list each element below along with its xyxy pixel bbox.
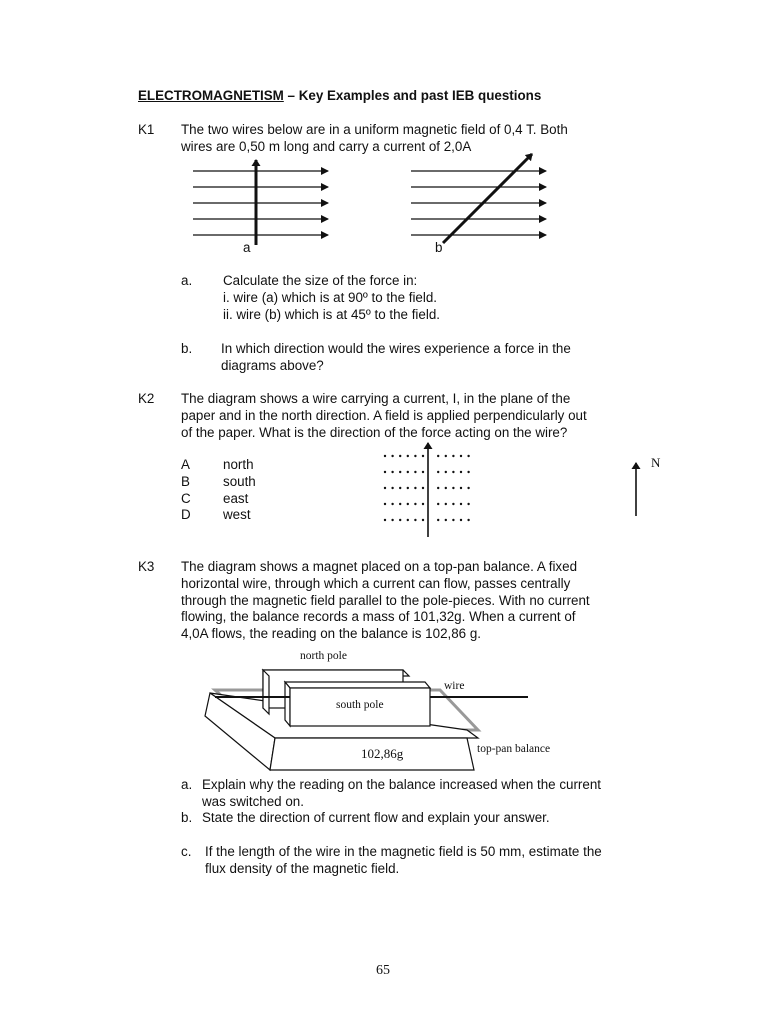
field-dot xyxy=(391,519,393,521)
k2-option: C east xyxy=(181,490,249,506)
k3-stem xyxy=(181,559,590,643)
k1-part-b xyxy=(221,341,571,375)
wire-label: wire xyxy=(444,680,465,692)
field-dot xyxy=(399,503,401,505)
field-dot xyxy=(407,455,409,457)
question-number-k3: K3 xyxy=(138,559,155,574)
field-dot xyxy=(414,487,416,489)
k1-stem-line1: The two wires below are in a uniform magnetic field of 0,4 T. Both xyxy=(181,122,568,137)
k1-part-a-letter: a. xyxy=(181,273,193,288)
k3-part-c-letter: c. xyxy=(181,844,192,859)
k2-field-dots xyxy=(384,455,470,521)
field-dot xyxy=(422,519,424,521)
k2-option: D west xyxy=(181,507,251,523)
field-dot xyxy=(460,471,462,473)
k3-stem-line2: horizontal wire, through which a current can flow, passes centrally xyxy=(181,575,571,591)
title-underlined: ELECTROMAGNETISM xyxy=(138,88,284,103)
compass-north-label: N xyxy=(651,455,661,470)
south-pole-side xyxy=(285,682,290,726)
field-dot xyxy=(414,471,416,473)
field-dot xyxy=(414,503,416,505)
k2-stem-line2: paper and in the north direction. A field is applied perpendicularly out xyxy=(181,407,587,423)
k3-part-a-letter: a. xyxy=(181,777,193,792)
field-dot xyxy=(445,503,447,505)
k3-part-a xyxy=(202,777,601,811)
k1-part-a-ii: ii. wire (b) which is at 45º to the field. xyxy=(223,306,440,322)
field-dot xyxy=(460,455,462,457)
k3-part-a-line2: was switched on. xyxy=(202,793,304,809)
field-dot xyxy=(399,487,401,489)
k3-part-b-line1: State the direction of current flow and explain your answer. xyxy=(202,810,550,825)
k3-part-c xyxy=(205,844,602,878)
title-rest: – Key Examples and past IEB questions xyxy=(283,88,542,103)
field-dot xyxy=(407,519,409,521)
balance-label: top-pan balance xyxy=(477,743,551,755)
field-dot xyxy=(414,519,416,521)
k1-label-a: a xyxy=(243,240,251,255)
south-pole-label: south pole xyxy=(336,699,384,711)
k1-part-a-i: i. wire (a) which is at 90º to the field. xyxy=(223,289,438,305)
k2-stem-line3: of the paper. What is the direction of the force acting on the wire? xyxy=(181,424,568,440)
k3-part-b-letter: b. xyxy=(181,810,193,825)
field-dot xyxy=(391,487,393,489)
field-dot xyxy=(445,455,447,457)
field-dot xyxy=(467,455,469,457)
k2-option: B south xyxy=(181,473,256,489)
field-dot xyxy=(437,519,439,521)
page-number: 65 xyxy=(376,963,390,978)
field-dot xyxy=(407,471,409,473)
field-dot xyxy=(422,503,424,505)
k1a-field-lines xyxy=(193,171,328,235)
south-pole-top xyxy=(285,682,430,688)
field-dot xyxy=(467,503,469,505)
k3-part-c-line2: flux density of the magnetic field. xyxy=(205,860,400,876)
field-dot xyxy=(460,519,462,521)
k3-stem-line4: flowing, the balance records a mass of 101,32g. When a current of xyxy=(181,609,576,625)
k3-part-c-line1: If the length of the wire in the magnetic field is 50 mm, estimate the xyxy=(205,844,602,859)
field-dot xyxy=(445,471,447,473)
k3-stem-line1: The diagram shows a magnet placed on a top-pan balance. A fixed xyxy=(181,559,578,574)
field-dot xyxy=(460,487,462,489)
field-dot xyxy=(452,471,454,473)
field-dot xyxy=(452,519,454,521)
k2-options xyxy=(181,457,256,524)
field-dot xyxy=(445,519,447,521)
k3-part-a-line1: Explain why the reading on the balance increased when the current xyxy=(202,777,601,792)
field-dot xyxy=(391,503,393,505)
field-dot xyxy=(399,471,401,473)
field-dot xyxy=(422,487,424,489)
k1-part-a-text: Calculate the size of the force in: xyxy=(223,273,418,288)
k2-stem xyxy=(181,391,587,441)
north-pole-label: north pole xyxy=(300,650,347,662)
k1-part-a xyxy=(223,273,440,323)
field-dot xyxy=(452,455,454,457)
field-dot xyxy=(391,471,393,473)
k2-stem-line1: The diagram shows a wire carrying a current, I, in the plane of the xyxy=(181,391,571,406)
field-dot xyxy=(407,503,409,505)
field-dot xyxy=(407,487,409,489)
field-dot xyxy=(467,487,469,489)
field-dot xyxy=(414,455,416,457)
field-dot xyxy=(384,487,386,489)
field-dot xyxy=(384,471,386,473)
field-dot xyxy=(437,487,439,489)
field-dot xyxy=(399,455,401,457)
k2-option: A north xyxy=(181,457,254,472)
field-dot xyxy=(384,519,386,521)
field-dot xyxy=(452,503,454,505)
k3-stem-line3: through the magnetic field parallel to the pole-pieces. With no current xyxy=(181,592,590,608)
field-dot xyxy=(437,471,439,473)
question-number-k2: K2 xyxy=(138,391,155,406)
question-number-k1: K1 xyxy=(138,122,155,137)
field-dot xyxy=(437,503,439,505)
k1-stem-line2: wires are 0,50 m long and carry a current of 2,0A xyxy=(181,138,472,154)
field-dot xyxy=(422,455,424,457)
field-dot xyxy=(399,519,401,521)
field-dot xyxy=(437,455,439,457)
field-dot xyxy=(445,487,447,489)
field-dot xyxy=(384,455,386,457)
field-dot xyxy=(391,455,393,457)
k1-part-b-letter: b. xyxy=(181,341,193,356)
k3-stem-line5: 4,0A flows, the reading on the balance is 102,86 g. xyxy=(181,626,482,642)
field-dot xyxy=(467,519,469,521)
k1-part-b-line2: diagrams above? xyxy=(221,357,324,373)
balance-reading: 102,86g xyxy=(361,746,404,761)
k1-part-b-line1: In which direction would the wires experience a force in the xyxy=(221,341,571,356)
field-dot xyxy=(422,471,424,473)
field-dot xyxy=(384,503,386,505)
field-dot xyxy=(467,471,469,473)
field-dot xyxy=(460,503,462,505)
k1-label-b: b xyxy=(435,240,443,255)
k1b-field-lines xyxy=(411,171,546,235)
k1b-wire xyxy=(443,154,532,243)
field-dot xyxy=(452,487,454,489)
